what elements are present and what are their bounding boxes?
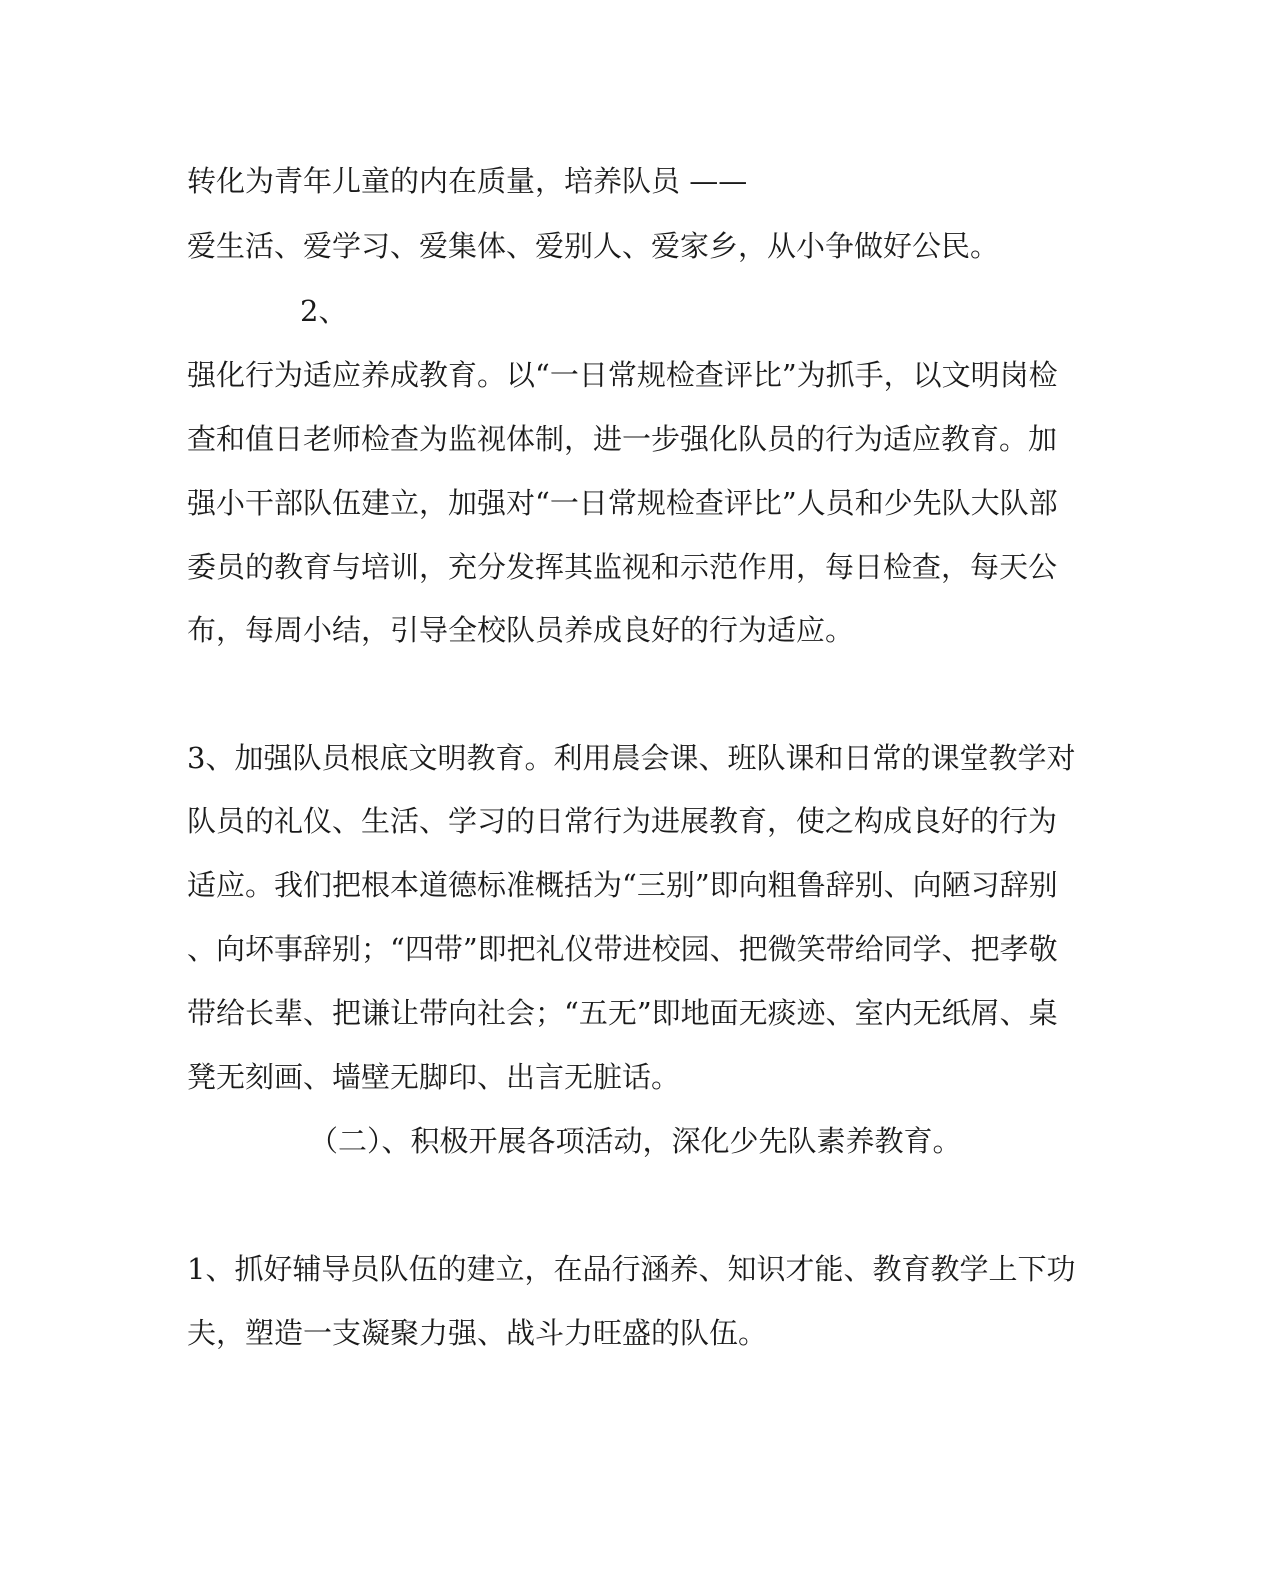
text-line: 带给长辈、把谦让带向社会；“五无”即地面无痰迹、室内无纸屑、桌 [187, 996, 1058, 1030]
text-line: 爱生活、爱学习、爱集体、爱别人、爱家乡，从小争做好公民。 [187, 229, 1000, 263]
text-line: 委员的教育与培训，充分发挥其监视和示范作用，每日检查，每天公 [187, 550, 1058, 584]
text-line: 强小干部队伍建立，加强对“一日常规检查评比”人员和少先队大队部 [187, 486, 1058, 520]
text-line: 适应。我们把根本道德标准概括为“三别”即向粗鲁辞别、向陋习辞别 [187, 868, 1058, 902]
text-line: 、向坏事辞别；“四带”即把礼仪带进校园、把微笑带给同学、把孝敬 [187, 932, 1058, 966]
text-line: 1、抓好辅导员队伍的建立，在品行涵养、知识才能、教育教学上下功 [187, 1252, 1076, 1286]
text-line: 凳无刻画、墙壁无脚印、出言无脏话。 [187, 1060, 681, 1094]
text-line: 夫，塑造一支凝聚力强、战斗力旺盛的队伍。 [187, 1316, 768, 1350]
text-line: 查和值日老师检查为监视体制，进一步强化队员的行为适应教育。加 [187, 422, 1058, 456]
text-line: 强化行为适应养成教育。以“一日常规检查评比”为抓手，以文明岗检 [187, 358, 1058, 392]
text-line: 3、加强队员根底文明教育。利用晨会课、班队课和日常的课堂教学对 [187, 741, 1076, 775]
text-line: 转化为青年儿童的内在质量，培养队员 —— [187, 164, 748, 198]
text-line: 布，每周小结，引导全校队员养成良好的行为适应。 [187, 613, 855, 647]
list-number: 2、 [300, 294, 348, 328]
text-line: 队员的礼仪、生活、学习的日常行为进展教育，使之构成良好的行为 [187, 804, 1058, 838]
section-heading: （二）、积极开展各项活动，深化少先队素养教育。 [309, 1124, 962, 1158]
